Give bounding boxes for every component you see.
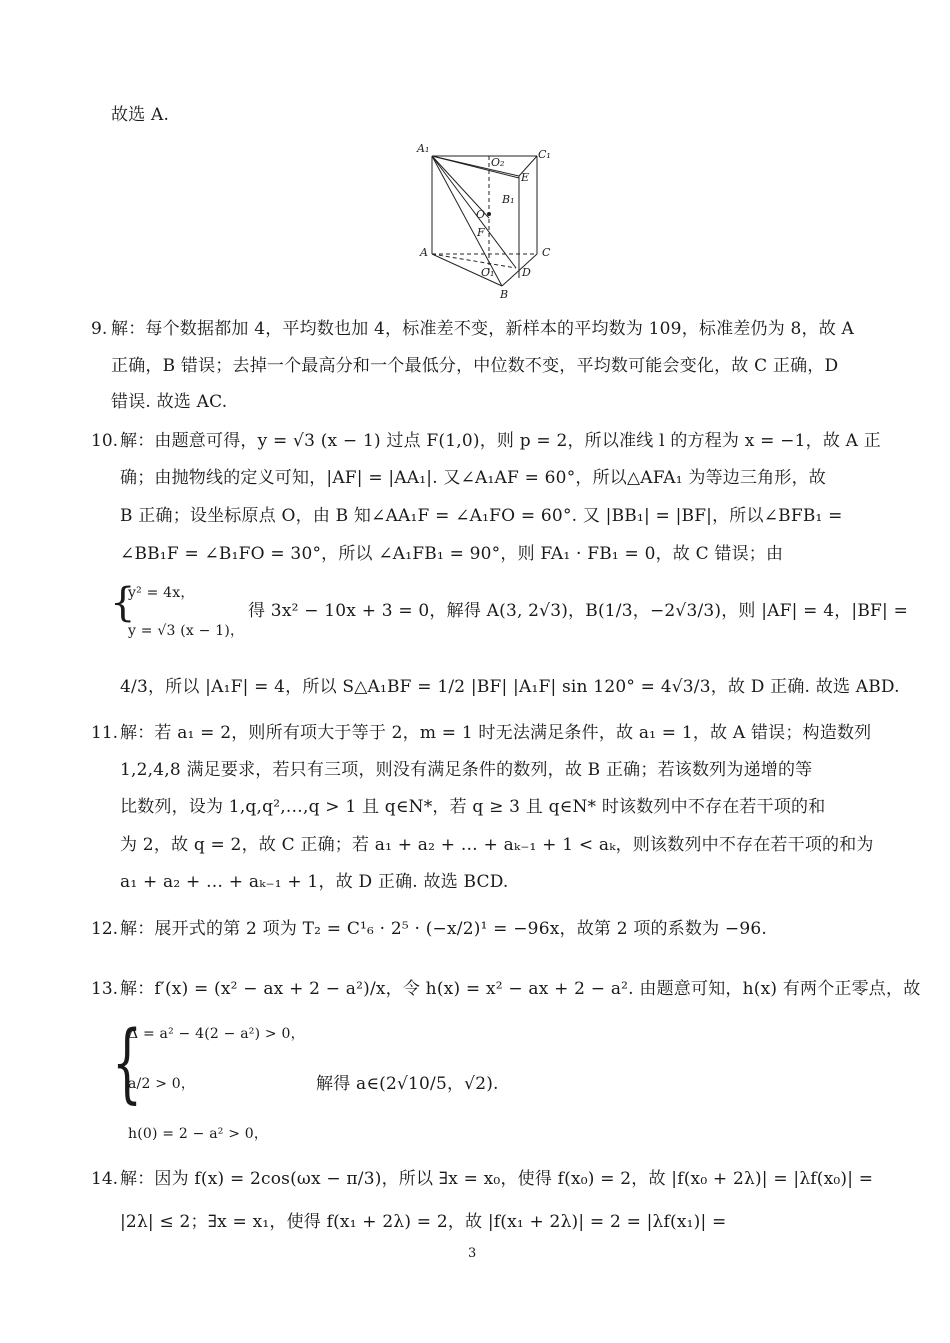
label-e: E — [521, 171, 530, 184]
q10-line-2: 确；由抛物线的定义可知，|AF| = |AA₁|. 又∠A₁AF = 60°，所以△AFA₁ 为等边三角形，故 — [120, 468, 826, 488]
q13-result: 解得 a∈(2√10/5，√2). — [316, 1074, 499, 1094]
q11-number: 11. — [91, 723, 119, 743]
q13-system-row-1: Δ = a² − 4(2 − a²) > 0， — [128, 1026, 305, 1042]
q10-line-4: ∠BB₁F = ∠B₁FO = 30°，所以 ∠A₁FB₁ = 90°，则 FA₁ · FB₁ = 0，故 C 错误；由 — [120, 544, 784, 564]
label-a1: A₁ — [417, 142, 430, 155]
q11-line-3: 比数列，设为 1,q,q²,…,q > 1 且 q∈N*，若 q ≥ 3 且 q∈N* 时该数列中不存在若干项的和 — [120, 797, 826, 817]
q10-number: 10. — [91, 431, 119, 451]
label-d: D — [522, 266, 531, 279]
q11-line-5: a₁ + a₂ + … + aₖ₋₁ + 1，故 D 正确. 故选 BCD. — [120, 872, 509, 892]
q14-line-2: |2λ| ≤ 2；∃x = x₁，使得 f(x₁ + 2λ) = 2，故 |f(x₁ + 2λ)| = 2 = |λf(x₁)| = — [120, 1212, 727, 1232]
q11-line-2: 1,2,4,8 满足要求，若只有三项，则没有满足条件的数列，故 B 正确；若该数列为递增的等 — [120, 760, 813, 780]
q9-number: 9. — [91, 319, 108, 339]
label-b1: B₁ — [502, 193, 515, 206]
intro-text: 故选 A. — [111, 105, 170, 125]
label-o2: O₂ — [491, 156, 505, 169]
q9-line-1: 解：每个数据都加 4，平均数也加 4，标准差不变，新样本的平均数为 109，标准差仍为 8，故 A — [111, 319, 854, 339]
q13-number: 13. — [91, 979, 119, 999]
q12-line: 解：展开式的第 2 项为 T₂ = C¹₆ · 2⁵ · (−x/2)¹ = −96x，故第 2 项的系数为 −96. — [120, 919, 767, 939]
q14-number: 14. — [91, 1169, 119, 1189]
q9-line-2: 正确，B 错误；去掉一个最高分和一个最低分，中位数不变，平均数可能会变化，故 C 正确，D — [111, 356, 839, 376]
q13-brace: { — [112, 1013, 143, 1113]
q9-line-3: 错误. 故选 AC. — [111, 392, 228, 412]
prism-figure — [414, 136, 564, 302]
label-o: O — [476, 208, 486, 221]
q13-system-row-3: h(0) = 2 − a² > 0， — [128, 1126, 269, 1142]
label-b: B — [500, 288, 509, 301]
label-c1: C₁ — [538, 148, 551, 161]
label-c: C — [542, 246, 551, 259]
q10-last-line: 4/3，所以 |A₁F| = 4，所以 S△A₁BF = 1/2 |BF| |A₁F| sin 120° = 4√3/3，故 D 正确. 故选 ABD. — [120, 677, 900, 697]
point-o — [487, 212, 491, 216]
q14-line-1: 解：因为 f(x) = 2cos(ωx − π/3)，所以 ∃x = x₀，使得 f(x₀) = 2，故 |f(x₀ + 2λ)| = |λf(x₀)| = — [120, 1169, 874, 1189]
q12-number: 12. — [91, 919, 119, 939]
q13-system-row-2: a/2 > 0， — [128, 1076, 196, 1092]
q13-line: 解：f′(x) = (x² − ax + 2 − a²)/x，令 h(x) = x² − ax + 2 − a². 由题意可知，h(x) 有两个正零点，故 — [120, 979, 921, 999]
q10-brace: { — [110, 580, 136, 626]
page-number: 3 — [468, 1246, 477, 1261]
q11-line-1: 解：若 a₁ = 2，则所有项大于等于 2，m = 1 时无法满足条件，故 a₁ = 1，故 A 错误；构造数列 — [120, 723, 872, 743]
q10-line-3: B 正确；设坐标原点 O，由 B 知∠AA₁F = ∠A₁FO = 60°. 又 |BB₁| = |BF|，所以∠BFB₁ = — [120, 506, 843, 526]
q10-line-1: 解：由题意可得，y = √3 (x − 1) 过点 F(1,0)，则 p = 2，所以准线 l 的方程为 x = −1，故 A 正 — [120, 431, 881, 451]
label-o1: O₁ — [481, 266, 495, 279]
q10-system-row-2: y = √3 (x − 1)， — [128, 623, 245, 639]
edge-a1e — [432, 156, 519, 178]
label-a: A — [420, 246, 428, 259]
q11-line-4: 为 2，故 q = 2，故 C 正确；若 a₁ + a₂ + … + aₖ₋₁ + 1 < aₖ，则该数列中不存在若干项的和为 — [120, 835, 874, 855]
q10-system-result: 得 3x² − 10x + 3 = 0，解得 A(3, 2√3)，B(1/3，−2√3/3)，则 |AF| = 4，|BF| = — [248, 601, 909, 621]
label-f: F — [477, 226, 485, 239]
q10-system-row-1: y² = 4x， — [128, 585, 195, 601]
